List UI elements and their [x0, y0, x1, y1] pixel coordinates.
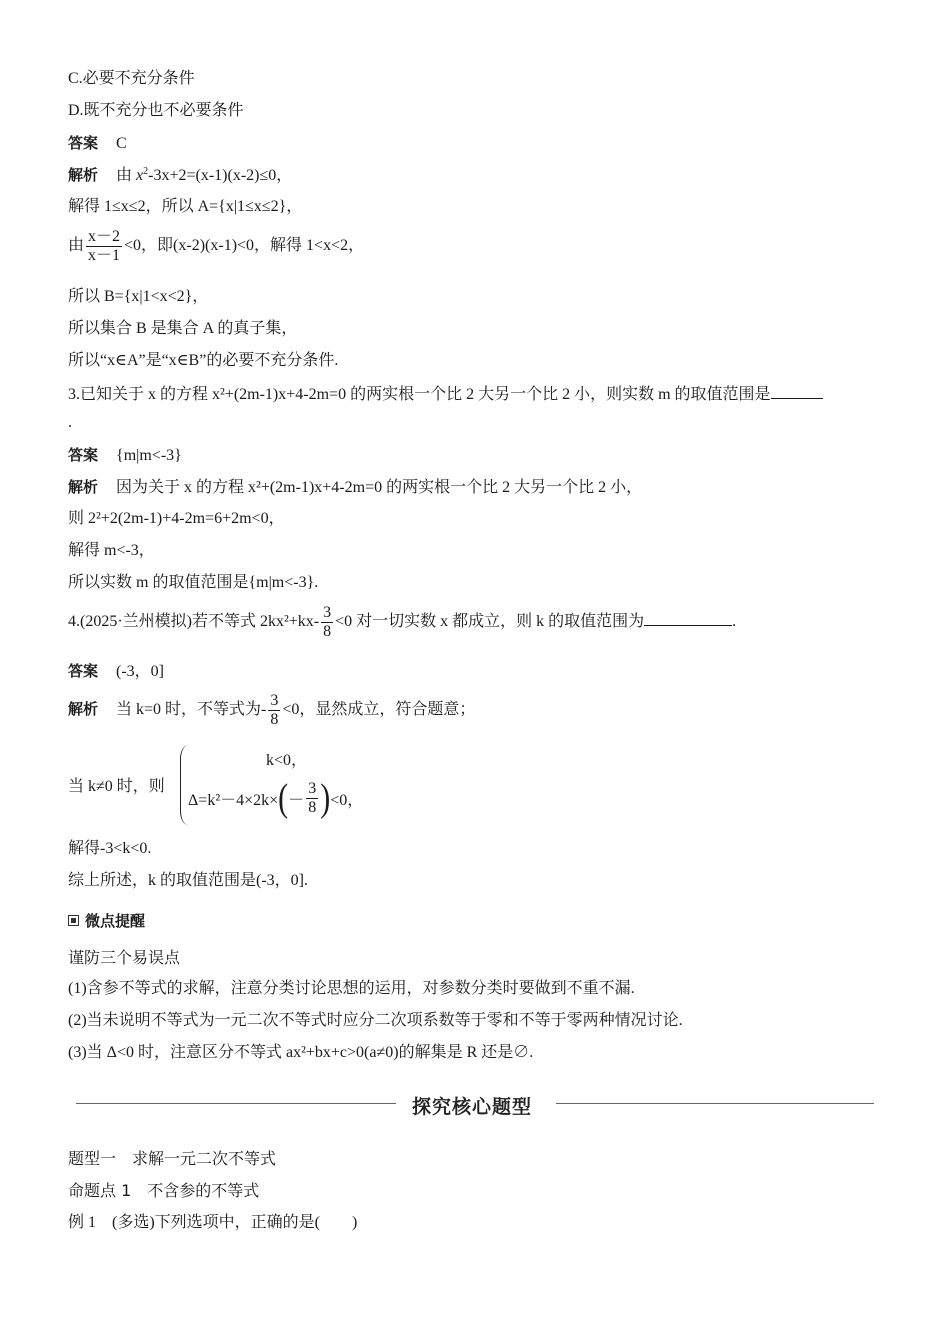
proposition-heading: 命题点 1 不含参的不等式 [68, 1181, 260, 1200]
tip-item-2: (2)当未说明不等式为一元二次不等式时应分二次项系数等于零和不等于零两种情况讨论. [68, 1012, 683, 1029]
q3-stem-dot: . [68, 414, 72, 431]
q3-analysis-line-4: 所以实数 m 的取值范围是{m|m<-3}. [68, 574, 319, 591]
q2-analysis-line-3: 由 $\frac{x-2}{x-1}$ <0，即(x-2)(x-1)<0，解得 1<x<2， [68, 228, 365, 264]
q4-analysis-line-1: 解析 当 k=0 时，不等式为- $\frac{3}{8}$ <0，显然成立，符合题意； [68, 692, 476, 728]
q2-analysis-line-6: 所以“x∈A”是“x∈B”的必要不充分条件. [68, 352, 339, 369]
tip-header [68, 910, 145, 931]
answer-blank [644, 609, 732, 626]
q4-analysis-line-3: 解得-3<k<0. [68, 840, 152, 857]
example-1: 例 1 (多选)下列选项中，正确的是( ) [68, 1214, 358, 1231]
q2-answer-line [68, 132, 127, 155]
q3-analysis-line-2: 则 2²+2(2m-1)+4-2m=6+2m<0， [68, 510, 285, 527]
q2-analysis-line-5: 所以集合 B 是集合 A 的真子集， [68, 320, 298, 337]
q3-analysis-line-3: 解得 m<-3， [68, 542, 155, 559]
analysis-label: 解析 [68, 700, 99, 719]
tip-item-3: (3)当 Δ<0 时，注意区分不等式 ax²+bx+c>0(a≠0)的解集是 R 还是∅. [68, 1044, 534, 1061]
system-row-2: Δ=k²－4×2k× ( － $\frac{3}{8}$ ) <0， [188, 776, 364, 820]
q2-analysis-line-2: 解得 1≤x≤2，所以 A={x|1≤x≤2}， [68, 198, 303, 215]
tip-title: 微点提醒 [85, 912, 146, 930]
fraction: $\frac{3}{8}$ [270, 692, 279, 728]
answer-label: 答案 [68, 134, 99, 152]
fraction: $\frac{x-2}{x-1}$ [88, 228, 121, 264]
q2-analysis-line-4: 所以 B={x|1<x<2}， [68, 288, 209, 305]
fraction: $\frac{3}{8}$ [323, 604, 332, 640]
tip-intro: 谨防三个易误点 [68, 950, 181, 967]
section-divider-right [556, 1103, 874, 1104]
q3-stem: 3.已知关于 x 的方程 x²+(2m-1)x+4-2m=0 的两实根一个比 2 大另一个比 2 小，则实数 m 的取值范围是 [68, 382, 823, 406]
section-divider-left [76, 1103, 396, 1104]
analysis-label: 解析 [68, 166, 99, 184]
answer-blank [771, 382, 823, 399]
q2-analysis-line-1: 解析 由 $x^2-3x+2=(x-1)(x-2)\le 0$， [68, 166, 293, 184]
q4-analysis-line-2: 当 k≠0 时，则 [68, 778, 165, 795]
q4-stem: 4.(2025·兰州模拟)若不等式 2kx²+kx- $\frac{3}{8}$ <0 对一切实数 x 都成立，则 k 的取值范围为 . [68, 604, 737, 640]
q3-analysis-line-1: 解析 因为关于 x 的方程 x²+(2m-1)x+4-2m=0 的两实根一个比 2 大另一个比 2 小， [68, 478, 643, 496]
q3-answer-line [68, 444, 182, 467]
fraction: $\frac{3}{8}$ [308, 780, 317, 816]
question-type-heading: 题型一 求解一元二次不等式 [68, 1149, 277, 1168]
q2-answer: C [116, 135, 127, 152]
square-bullet-icon [68, 915, 79, 926]
system-row-1: k<0， [266, 752, 308, 769]
q4-answer-line [68, 660, 164, 683]
option-c: C.必要不充分条件 [68, 70, 195, 87]
section-title: 探究核心题型 [412, 1096, 533, 1118]
answer-label: 答案 [68, 662, 99, 680]
q3-answer: {m|m<-3} [116, 447, 182, 464]
q4-answer: (-3，0] [116, 663, 165, 680]
answer-label: 答案 [68, 446, 99, 464]
q4-analysis-line-4: 综上所述，k 的取值范围是(-3，0]. [68, 872, 308, 889]
option-d: D.既不充分也不必要条件 [68, 102, 244, 119]
tip-item-1: (1)含参不等式的求解，注意分类讨论思想的运用，对参数分类时要做到不重不漏. [68, 980, 635, 997]
analysis-label: 解析 [68, 478, 99, 496]
